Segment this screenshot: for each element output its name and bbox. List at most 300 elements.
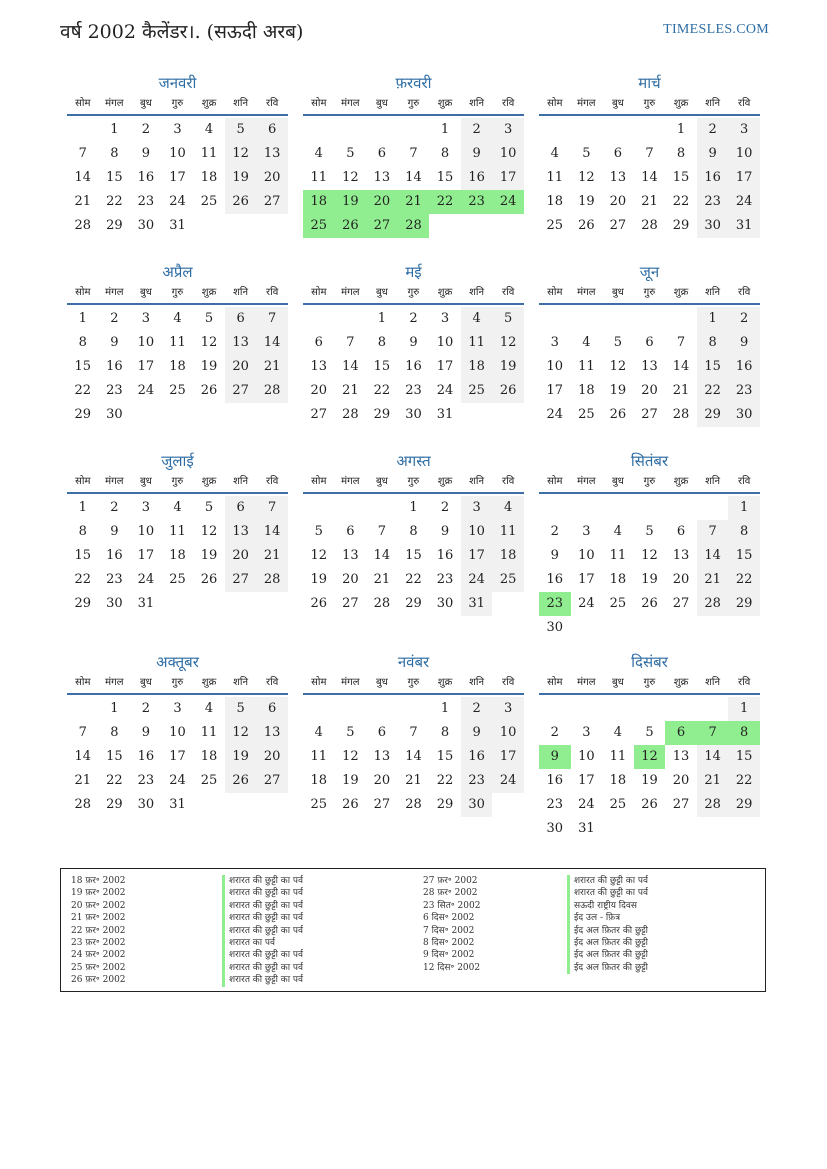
day-cell: 3 (461, 496, 493, 520)
day-cell: 26 (578, 218, 595, 233)
day-cell: 1 (676, 122, 686, 137)
week-row (303, 520, 524, 544)
day-cell: 27 (225, 568, 257, 592)
day-cell: 23 (539, 592, 571, 616)
empty-day-cell (665, 697, 697, 721)
week-row (303, 355, 524, 379)
weekday-label: शनि (705, 98, 721, 109)
legend-date: 6 दिस॰ 2002 (423, 913, 475, 924)
weekday-label: बुध (611, 98, 624, 109)
weekday-label: बुध (375, 677, 388, 688)
month-block (303, 450, 524, 639)
day-cell: 21 (398, 190, 430, 214)
day-cell: 19 (200, 359, 218, 374)
day-cell: 8 (377, 335, 387, 350)
weekday-header (67, 283, 288, 305)
month-block (539, 72, 760, 261)
day-cell: 15 (672, 170, 690, 185)
day-cell: 10 (578, 749, 595, 764)
day-cell: 17 (492, 745, 524, 769)
day-cell: 10 (436, 335, 454, 350)
legend-right-names (567, 875, 648, 974)
day-cell: 16 (697, 166, 729, 190)
day-cell: 6 (613, 146, 623, 161)
day-cell: 5 (314, 524, 323, 539)
empty-day-cell (571, 616, 603, 640)
day-cell: 16 (106, 548, 123, 563)
day-cell: 26 (200, 572, 218, 587)
day-cell: 19 (225, 745, 257, 769)
weekday-label: शुक्र (437, 677, 453, 688)
day-cell: 5 (492, 307, 524, 331)
empty-day-cell (539, 496, 571, 520)
empty-day-cell (697, 697, 729, 721)
day-cell: 21 (697, 568, 729, 592)
day-cell: 27 (366, 214, 398, 238)
weekday-label: रवि (738, 677, 751, 688)
weekday-header (539, 472, 760, 494)
empty-day-cell (602, 496, 634, 520)
weekday-header (67, 472, 288, 494)
day-cell: 9 (409, 335, 418, 350)
week-row (67, 166, 288, 190)
day-cell: 5 (346, 725, 355, 740)
weekday-label: गुरु (407, 677, 420, 688)
week-row (303, 331, 524, 355)
empty-day-cell (697, 616, 729, 640)
day-cell: 28 (342, 407, 359, 422)
day-cell: 4 (204, 122, 214, 137)
day-cell: 7 (256, 496, 288, 520)
day-cell: 23 (106, 383, 123, 398)
day-cell: 26 (225, 769, 257, 793)
weekday-label: शनि (705, 476, 721, 487)
day-cell: 1 (440, 701, 450, 716)
day-cell: 25 (200, 773, 218, 788)
day-cell: 4 (613, 725, 623, 740)
weekday-label: गुरु (171, 677, 184, 688)
empty-day-cell (602, 616, 634, 640)
month-name: दिसंबर (631, 653, 668, 671)
day-cell: 5 (225, 118, 257, 142)
week-row (67, 745, 288, 769)
empty-day-cell (256, 214, 288, 238)
day-cell: 2 (141, 122, 151, 137)
week-row (539, 190, 760, 214)
legend-holiday-name: सऊदी राष्ट्रीय दिवस (567, 900, 648, 912)
day-cell: 28 (74, 797, 92, 812)
legend-holiday-name: शरारत की छुट्टी का पर्व (222, 974, 303, 986)
day-cell: 1 (110, 122, 119, 137)
legend-date: 20 फ़र॰ 2002 (71, 900, 126, 911)
day-cell: 3 (141, 311, 151, 326)
day-cell: 21 (74, 194, 92, 209)
day-cell: 31 (578, 821, 595, 836)
day-cell: 13 (373, 749, 391, 764)
day-cell: 25 (310, 797, 328, 812)
weekday-label: मंगल (577, 287, 596, 298)
day-cell: 14 (405, 749, 422, 764)
week-row (539, 592, 760, 616)
day-cell: 5 (204, 311, 214, 326)
weekday-label: गुरु (407, 287, 420, 298)
weekday-label: शुक्र (201, 287, 217, 298)
day-cell: 17 (461, 544, 493, 568)
day-cell: 8 (110, 146, 119, 161)
week-row (539, 331, 760, 355)
day-cell: 15 (436, 170, 454, 185)
day-cell: 18 (492, 544, 524, 568)
weekday-label: शनि (233, 476, 249, 487)
day-cell: 19 (578, 194, 595, 209)
week-row (67, 355, 288, 379)
week-row (539, 568, 760, 592)
day-cell: 4 (613, 524, 623, 539)
legend-left-dates (71, 875, 126, 987)
legend-holiday-name: ईद अल फ़ितर की छुट्टी (567, 949, 648, 961)
empty-day-cell (67, 697, 99, 721)
day-cell: 17 (137, 359, 155, 374)
day-cell: 16 (106, 359, 123, 374)
legend-holiday-name: ईद उल - फ़ित्र (567, 912, 648, 924)
day-cell: 6 (377, 725, 387, 740)
weekday-label: सोम (547, 677, 563, 688)
day-cell: 3 (440, 311, 450, 326)
day-cell: 17 (169, 749, 186, 764)
day-cell: 20 (366, 190, 398, 214)
weekday-label: शुक्र (201, 476, 217, 487)
day-cell: 29 (697, 403, 729, 427)
weekday-label: सोम (547, 476, 563, 487)
day-cell: 6 (256, 118, 288, 142)
day-cell: 7 (697, 520, 729, 544)
day-cell: 15 (436, 749, 454, 764)
day-cell: 2 (409, 311, 418, 326)
day-cell: 12 (342, 749, 359, 764)
month-block (67, 651, 288, 840)
week-row (539, 520, 760, 544)
week-row (303, 568, 524, 592)
day-cell: 21 (697, 769, 729, 793)
day-cell: 1 (728, 496, 760, 520)
weekday-label: सोम (75, 677, 91, 688)
day-cell: 21 (74, 773, 92, 788)
day-cell: 10 (578, 548, 595, 563)
day-cell: 13 (609, 170, 627, 185)
day-cell: 5 (225, 697, 257, 721)
empty-day-cell (697, 817, 729, 841)
day-cell: 28 (641, 218, 658, 233)
week-row (539, 214, 760, 238)
day-cell: 26 (225, 190, 257, 214)
empty-day-cell (366, 697, 398, 721)
day-cell: 19 (609, 383, 627, 398)
legend-right-dates (423, 875, 480, 974)
weekday-header (67, 673, 288, 695)
weekday-label: सोम (547, 287, 563, 298)
day-cell: 30 (697, 214, 729, 238)
day-cell: 1 (110, 701, 119, 716)
legend-holiday-name: ईद अल फ़ितर की छुट्टी (567, 962, 648, 974)
empty-day-cell (303, 307, 335, 331)
day-cell: 13 (256, 721, 288, 745)
day-cell: 29 (74, 596, 92, 611)
day-cell: 26 (641, 797, 658, 812)
day-cell: 14 (74, 749, 92, 764)
day-cell: 19 (492, 355, 524, 379)
legend-holiday-name: शरारत की छुट्टी का पर्व (222, 912, 303, 924)
day-cell: 2 (110, 311, 119, 326)
day-cell: 26 (335, 214, 367, 238)
day-cell: 4 (173, 311, 182, 326)
day-cell: 22 (697, 379, 729, 403)
day-cell: 14 (697, 544, 729, 568)
day-cell: 26 (609, 407, 627, 422)
day-cell: 5 (582, 146, 591, 161)
week-row (303, 142, 524, 166)
day-cell: 24 (492, 769, 524, 793)
week-row (67, 697, 288, 721)
day-cell: 4 (314, 146, 323, 161)
day-cell: 29 (672, 218, 690, 233)
day-cell: 27 (256, 769, 288, 793)
day-cell: 18 (609, 773, 627, 788)
day-cell: 20 (256, 745, 288, 769)
legend-date: 19 फ़र॰ 2002 (71, 888, 126, 899)
weekday-label: सोम (75, 476, 91, 487)
day-cell: 29 (728, 793, 760, 817)
weekday-label: सोम (311, 98, 327, 109)
day-cell: 11 (200, 146, 218, 161)
day-cell: 9 (461, 721, 493, 745)
weekday-label: मंगल (105, 287, 124, 298)
day-cell: 7 (409, 725, 418, 740)
weekday-label: मंगल (577, 677, 596, 688)
day-cell: 18 (546, 194, 564, 209)
legend-date: 8 दिस॰ 2002 (423, 937, 475, 948)
empty-day-cell (335, 118, 367, 142)
weekday-label: गुरु (171, 476, 184, 487)
day-cell: 12 (634, 745, 666, 769)
day-cell: 16 (137, 170, 155, 185)
week-row (67, 307, 288, 331)
week-row (539, 544, 760, 568)
day-cell: 25 (303, 214, 335, 238)
day-cell: 22 (436, 773, 454, 788)
empty-day-cell (67, 118, 99, 142)
weekday-label: सोम (311, 677, 327, 688)
day-cell: 4 (550, 146, 559, 161)
day-cell: 24 (492, 190, 524, 214)
day-cell: 19 (335, 190, 367, 214)
legend-date: 26 फ़र॰ 2002 (71, 975, 126, 986)
legend-holiday-name: ईद अल फ़ितर की छुट्टी (567, 925, 648, 937)
day-cell: 18 (169, 359, 186, 374)
day-cell: 24 (137, 572, 155, 587)
legend-date: 18 फ़र॰ 2002 (71, 876, 126, 886)
month-name: जनवरी (158, 74, 197, 92)
month-block (539, 651, 760, 840)
day-cell: 29 (436, 797, 454, 812)
week-row (67, 721, 288, 745)
weekday-label: रवि (738, 98, 751, 109)
day-cell: 14 (342, 359, 359, 374)
day-cell: 20 (641, 383, 658, 398)
day-cell: 16 (436, 548, 454, 563)
empty-day-cell (366, 496, 398, 520)
empty-day-cell (571, 118, 603, 142)
week-row (539, 307, 760, 331)
day-cell: 28 (398, 214, 430, 238)
day-cell: 7 (346, 335, 355, 350)
day-cell: 25 (609, 596, 627, 611)
weekday-label: शनि (233, 98, 249, 109)
day-cell: 7 (697, 721, 729, 745)
day-cell: 12 (641, 548, 658, 563)
weekday-label: मंगल (577, 476, 596, 487)
week-row (303, 721, 524, 745)
day-cell: 12 (609, 359, 627, 374)
day-cell: 13 (373, 170, 391, 185)
weekday-label: शनि (705, 287, 721, 298)
day-cell: 13 (225, 331, 257, 355)
weekday-label: शुक्र (673, 476, 689, 487)
day-cell: 14 (697, 745, 729, 769)
day-cell: 23 (728, 379, 760, 403)
day-cell: 14 (256, 331, 288, 355)
empty-day-cell (335, 697, 367, 721)
legend-date: 23 फ़र॰ 2002 (71, 937, 126, 948)
empty-day-cell (665, 496, 697, 520)
weekday-label: गुरु (407, 98, 420, 109)
day-cell: 27 (609, 218, 627, 233)
day-cell: 2 (461, 697, 493, 721)
weekday-label: मंगल (341, 98, 360, 109)
day-cell: 14 (641, 170, 658, 185)
day-cell: 22 (106, 194, 123, 209)
weekday-label: मंगल (105, 98, 124, 109)
month-name: मई (405, 263, 422, 281)
empty-day-cell (162, 403, 194, 427)
day-cell: 17 (578, 572, 595, 587)
day-cell: 8 (440, 725, 450, 740)
empty-day-cell (256, 403, 288, 427)
empty-day-cell (539, 697, 571, 721)
empty-day-cell (303, 118, 335, 142)
day-cell: 3 (582, 524, 591, 539)
day-cell: 14 (373, 548, 391, 563)
week-row (539, 616, 760, 640)
day-cell: 25 (578, 407, 595, 422)
day-cell: 3 (582, 725, 591, 740)
weekday-header (67, 94, 288, 116)
day-cell: 1 (78, 311, 87, 326)
week-row (539, 817, 760, 841)
day-cell: 20 (342, 572, 359, 587)
legend-date: 24 फ़र॰ 2002 (71, 950, 126, 961)
empty-day-cell (335, 496, 367, 520)
month-block (539, 450, 760, 639)
weekday-label: सोम (75, 287, 91, 298)
legend-holiday-name: शरारत की छुट्टी का पर्व (222, 900, 303, 912)
week-row (303, 403, 524, 427)
week-row (303, 118, 524, 142)
empty-day-cell (193, 793, 225, 817)
day-cell: 30 (461, 793, 493, 817)
day-cell: 6 (377, 146, 387, 161)
empty-day-cell (398, 697, 430, 721)
weekday-label: रवि (502, 476, 515, 487)
week-row (67, 793, 288, 817)
week-row (539, 118, 760, 142)
month-block (303, 261, 524, 450)
day-cell: 6 (346, 524, 355, 539)
empty-day-cell (602, 697, 634, 721)
day-cell: 23 (137, 773, 155, 788)
empty-day-cell (335, 307, 367, 331)
day-cell: 2 (550, 725, 559, 740)
day-cell: 16 (728, 355, 760, 379)
day-cell: 29 (405, 596, 422, 611)
week-row (67, 190, 288, 214)
empty-day-cell (634, 616, 666, 640)
weekday-label: शुक्र (437, 287, 453, 298)
day-cell: 24 (728, 190, 760, 214)
day-cell: 12 (578, 170, 595, 185)
empty-day-cell (461, 214, 493, 238)
day-cell: 24 (137, 383, 155, 398)
day-cell: 21 (373, 572, 391, 587)
day-cell: 10 (461, 520, 493, 544)
day-cell: 25 (609, 797, 627, 812)
day-cell: 22 (74, 572, 92, 587)
day-cell: 21 (256, 544, 288, 568)
day-cell: 8 (676, 146, 686, 161)
day-cell: 11 (609, 749, 627, 764)
empty-day-cell (602, 817, 634, 841)
weekday-label: शनि (469, 476, 485, 487)
month-block (539, 261, 760, 450)
month-name: अगस्त (396, 452, 431, 470)
day-cell: 13 (672, 749, 690, 764)
day-cell: 24 (169, 773, 186, 788)
empty-day-cell (162, 592, 194, 616)
day-cell: 3 (492, 697, 524, 721)
day-cell: 6 (225, 496, 257, 520)
empty-day-cell (303, 496, 335, 520)
day-cell: 15 (74, 359, 92, 374)
week-row (303, 592, 524, 616)
weekday-label: गुरु (643, 98, 656, 109)
day-cell: 26 (492, 379, 524, 403)
day-cell: 28 (373, 596, 391, 611)
day-cell: 8 (110, 725, 119, 740)
weekday-label: बुध (139, 98, 152, 109)
day-cell: 12 (225, 142, 257, 166)
empty-day-cell (634, 307, 666, 331)
day-cell: 1 (409, 500, 418, 515)
week-row (67, 118, 288, 142)
month-block (67, 261, 288, 450)
weekday-label: गुरु (171, 98, 184, 109)
weekday-label: बुध (611, 677, 624, 688)
brand-link[interactable]: TIMESLES.COM (663, 22, 769, 37)
day-cell: 22 (106, 773, 123, 788)
empty-day-cell (697, 496, 729, 520)
day-cell: 7 (645, 146, 654, 161)
day-cell: 11 (546, 170, 564, 185)
week-row (539, 769, 760, 793)
